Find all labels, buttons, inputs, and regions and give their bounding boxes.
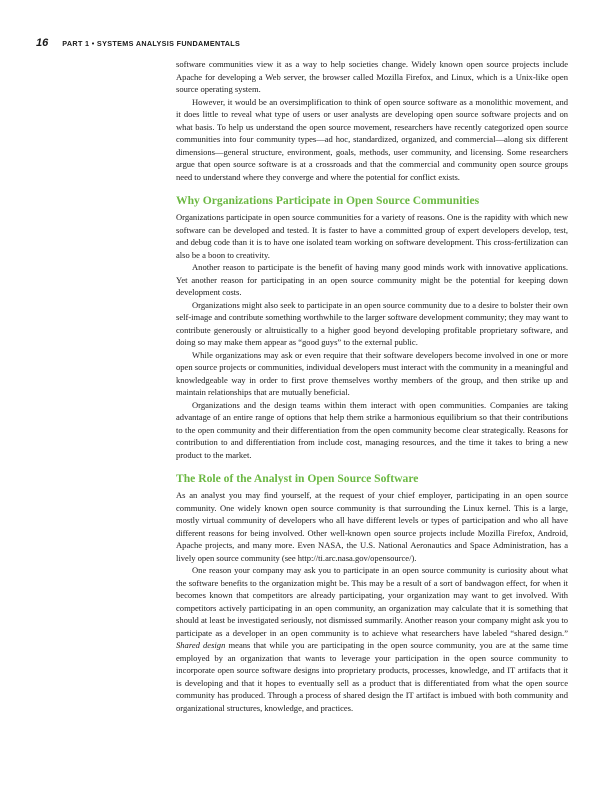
intro-paragraph-2: However, it would be an oversimplification to think of open source software as a monolithic movement, and it does little to reveal what type of users or user analysts are developing open source software projects and on what basis. To help us understand the open source movement, researchers have recently categorized open source communities into four community types—ad hoc, standardized, organized, and commercial—along six different dimensions—general structure, environment, goals, methods, user community, and licensing. Some researchers argue that open source software is at a crossroads and that the commercial and community open source groups need to understand where they converge and where the potential for conflict exists. <box>176 96 568 182</box>
term-shared-design: Shared design <box>176 640 226 650</box>
section-heading-why-organizations: Why Organizations Participate in Open Source Communities <box>176 194 480 207</box>
section-heading-role-of-analyst: The Role of the Analyst in Open Source Software <box>176 472 419 485</box>
page-body <box>176 58 568 714</box>
section2-paragraph-2-end: means that while you are participating in the open source community, you are at the same time employed by an organization that wants to leverage your participation in the open source community to incorporate open source software designs into proprietary products, processes, knowledge, and IT artifacts that it is developing and that it hopes to eventually sell as a product that is differentiated from what the open source community has produced. Through a process of shared design the IT artifact is imbued with both community and organizational structures, knowledge, and practices. <box>176 640 568 713</box>
section1-paragraph-3: Organizations might also seek to participate in an open source community due to a desire to bolster their own self-image and contribute something worthwhile to the larger software development community; they may want to contribute generously or altruistically to a higher good beyond developing profitable proprietary software, and doing so may make them appear as “good guys” to the external public. <box>176 299 568 347</box>
section1-paragraph-2: Another reason to participate is the benefit of having many good minds work with innovative applications. Yet another reason for participating in an open source community might be the potential for keeping down development costs. <box>176 262 568 297</box>
running-head <box>36 37 240 51</box>
section2-paragraph-2-start: One reason your company may ask you to participate in an open source community is curiosity about what the software benefits to the organization might be. This may be a result of a sort of bandwagon effect, for when it becomes known that competitors are already participating, your organization may want to get involved. With competitors actively participating in an open community, an organization may calculate that it is something that should at least be investigated seriously, not dismissed summarily. Another reason your company might ask you to participate as a developer in an open community is to achieve what researchers have labeled “shared design.” <box>176 565 568 638</box>
intro-paragraph-1: software communities view it as a way to help societies change. Widely known open source projects include Apache for developing a Web server, the browser called Mozilla Firefox, and Linux, which is a Unix-like open source operating system. <box>176 59 568 94</box>
section2-paragraph-2 <box>176 564 568 714</box>
section2-paragraph-1: As an analyst you may find yourself, at the request of your chief employer, participating in an open source community. One widely known open source community is that surrounding the Linux kernel. This is a large, mostly virtual community of developers who all have different levels or types of participation and who all have different reasons for being involved. Other well-known open source projects include Mozilla Firefox, Android, Apache projects, and many more. Even NASA, the U.S. National Aeronautics and Space Administration, has a lively open source community (see http://ti.arc.nasa.gov/opensource/). <box>176 490 568 563</box>
section1-paragraph-4: While organizations may ask or even require that their software developers become involved in one or more open source projects or communities, individual developers must interact with the community in a meaningful and knowledgeable way in order to first prove themselves worthy members of the group, and then strike up and maintain relationships that are mutually beneficial. <box>176 349 568 397</box>
page-number: 16 <box>36 37 49 49</box>
part-label: PART 1 • SYSTEMS ANALYSIS FUNDAMENTALS <box>62 39 241 48</box>
section1-paragraph-5: Organizations and the design teams within them interact with open communities. Companies are taking advantage of an entire range of options that help them strike a harmonious equilibrium so that their contributions to the open community and their differentiation from the open community become clear strategically. Reasons for contribution to and differentiation from include cost, managing resources, and the time it takes to bring a new product to the market. <box>176 399 568 460</box>
section1-paragraph-1: Organizations participate in open source communities for a variety of reasons. One is the rapidity with which new software can be developed and tested. It is faster to have a committed group of expert developers develop, test, and debug code than it is to have one isolated team working on software development. This cross-fertilization can also be a boon to creativity. <box>176 212 568 260</box>
